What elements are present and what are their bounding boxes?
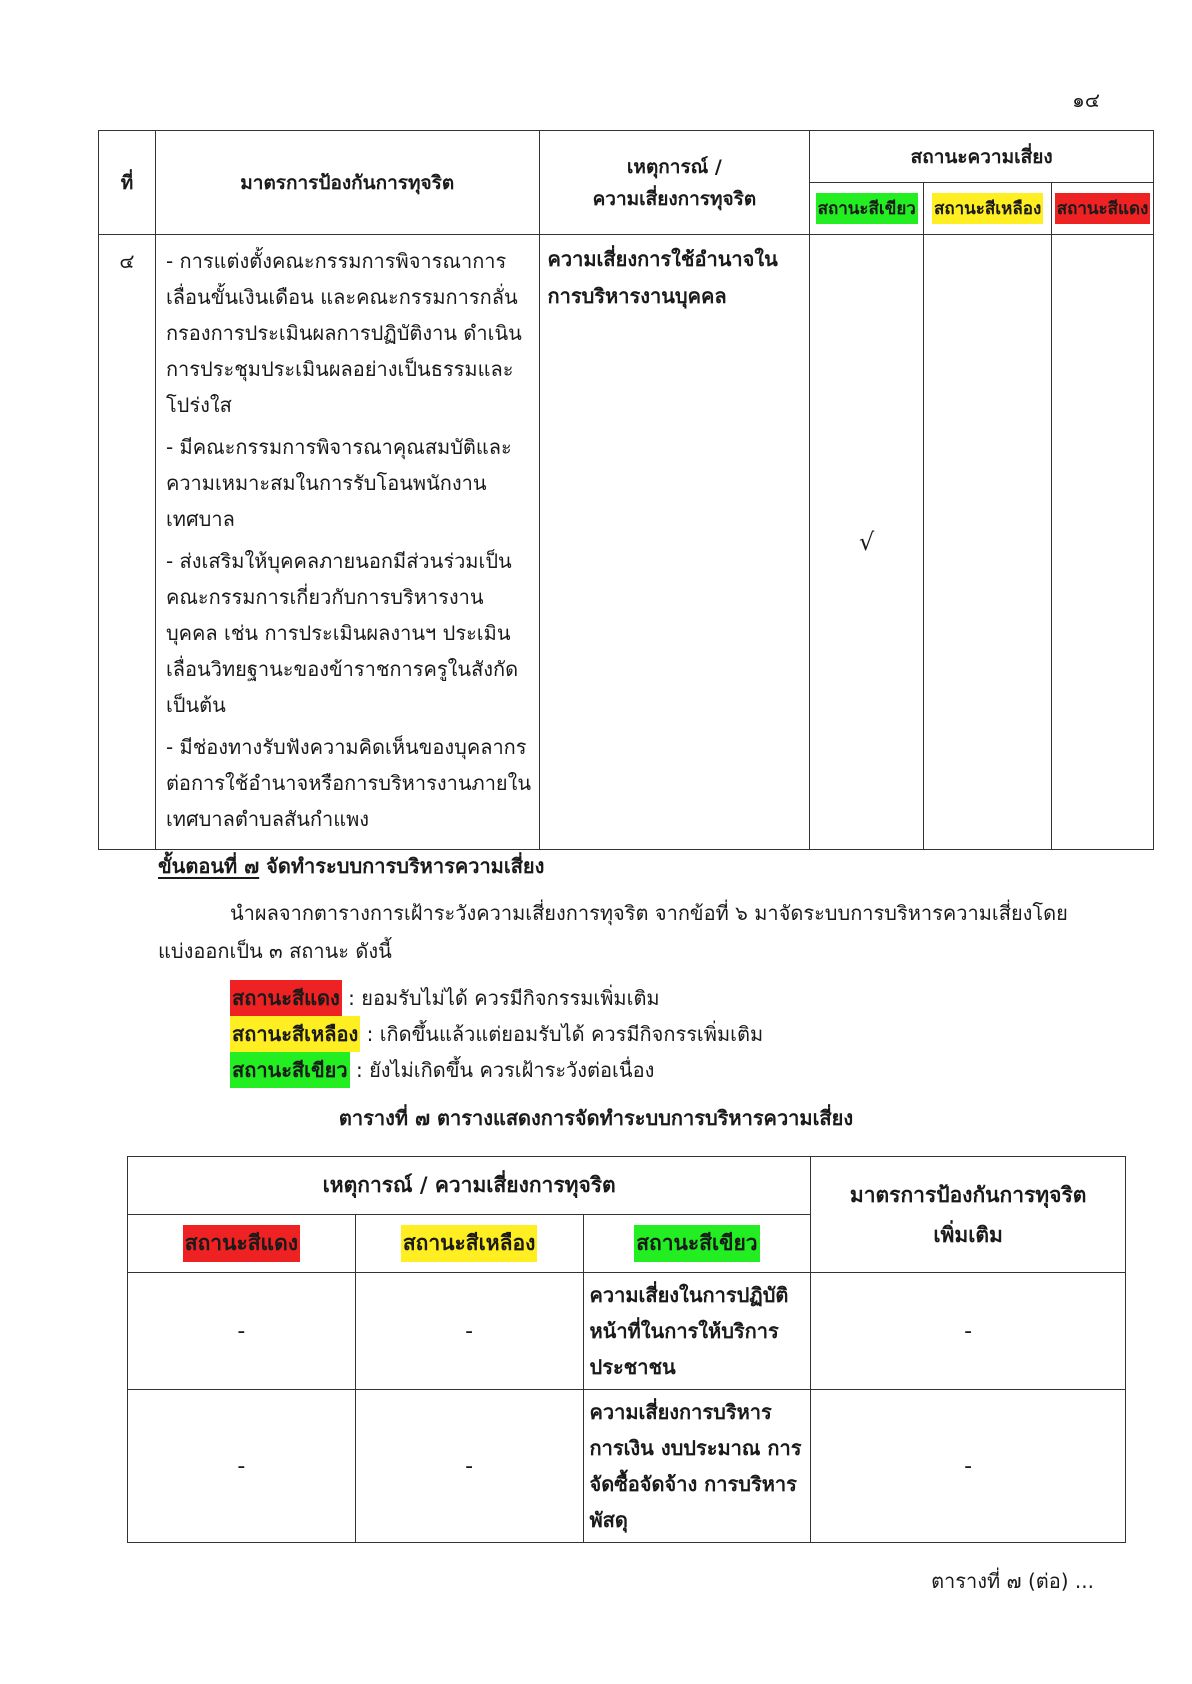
- header-status: สถานะความเสี่ยง: [810, 131, 1154, 183]
- header-no: ที่: [99, 131, 156, 235]
- risk-management-table: [127, 1156, 1126, 1543]
- page-number: ๑๔: [1072, 88, 1100, 112]
- header-event-line1: เหตุการณ์ /: [626, 155, 722, 178]
- event-cell: ความเสี่ยงการใช้อำนาจในการบริหารงานบุคคล: [539, 235, 810, 850]
- green-check-cell: √: [810, 235, 924, 850]
- yellow-cell: -: [355, 1273, 583, 1390]
- header-yellow-status: [355, 1215, 583, 1273]
- green-status-label: สถานะสีเขียว: [634, 1225, 759, 1262]
- legend-green-label: สถานะสีเขียว: [230, 1052, 350, 1088]
- header-event-risk: เหตุการณ์ / ความเสี่ยงการทุจริต: [128, 1157, 811, 1215]
- header-yellow: [924, 183, 1052, 235]
- header-green: [810, 183, 924, 235]
- measure-item: - การแต่งตั้งคณะกรรมการพิจารณาการเลื่อนขั้นเงินเดือน และคณะกรรมการกลั่นกรองการประเมินผลการปฏิบัติงาน ดำเนินการประชุมประเมินผลอย่างเป็นธรรมและโปร่งใส: [165, 249, 522, 417]
- step-title: จัดทำระบบการบริหารความเสี่ยง: [259, 854, 545, 878]
- yellow-status-label: สถานะสีเหลือง: [932, 193, 1043, 224]
- yellow-status-label: สถานะสีเหลือง: [401, 1225, 538, 1262]
- continuation-note: ตารางที่ ๗ (ต่อ) ...: [931, 1569, 1094, 1593]
- red-status-label: สถานะสีแดง: [183, 1225, 300, 1262]
- header-red-status: [128, 1215, 356, 1273]
- legend-yellow: [230, 1016, 763, 1052]
- legend-yellow-label: สถานะสีเหลือง: [230, 1016, 360, 1052]
- legend-green: [230, 1052, 654, 1088]
- green-cell: ความเสี่ยงในการปฏิบัติหน้าที่ในการให้บริการประชาชน: [583, 1273, 811, 1390]
- risk-status-table: [98, 130, 1154, 850]
- red-cell: -: [128, 1390, 356, 1543]
- header-event: [539, 131, 810, 235]
- header-event-line2: ความเสี่ยงการทุจริต: [592, 187, 757, 210]
- red-cell: -: [128, 1273, 356, 1390]
- step-heading: [158, 850, 544, 882]
- header-measure-line2: เพิ่มเติม: [933, 1222, 1003, 1247]
- step-paragraph: นำผลจากตารางการเฝ้าระวังความเสี่ยงการทุจริต จากข้อที่ ๖ มาจัดระบบการบริหารความเสี่ยงโดยแบ่งออกเป็น ๓ สถานะ ดังนี้: [158, 901, 1068, 963]
- legend-red: [230, 980, 660, 1016]
- table-row: [128, 1390, 1126, 1543]
- table-caption: ตารางที่ ๗ ตารางแสดงการจัดทำระบบการบริหารความเสี่ยง: [338, 1106, 854, 1130]
- green-cell: ความเสี่ยงการบริหารการเงิน งบประมาณ การจัดซื้อจัดจ้าง การบริหารพัสดุ: [583, 1390, 811, 1543]
- yellow-cell: -: [355, 1390, 583, 1543]
- green-status-label: สถานะสีเขียว: [816, 193, 918, 224]
- header-red: [1052, 183, 1154, 235]
- legend-yellow-text: : เกิดขึ้นแล้วแต่ยอมรับได้ ควรมีกิจกรรเพิ่มเติม: [360, 1022, 764, 1046]
- header-green-status: [583, 1215, 811, 1273]
- measure-cell: -: [811, 1273, 1126, 1390]
- header-measure-line1: มาตรการป้องกันการทุจริต: [849, 1182, 1087, 1207]
- yellow-check-cell: [924, 235, 1052, 850]
- red-status-label: สถานะสีแดง: [1055, 193, 1151, 224]
- table-row: [128, 1273, 1126, 1390]
- measure-cell: -: [811, 1390, 1126, 1543]
- step-number: ขั้นตอนที่ ๗: [158, 854, 260, 878]
- legend-red-text: : ยอมรับไม่ได้ ควรมีกิจกรรมเพิ่มเติม: [341, 986, 660, 1010]
- red-check-cell: [1052, 235, 1154, 850]
- measure-item: - มีคณะกรรมการพิจารณาคุณสมบัติและความเหมาะสมในการรับโอนพนักงานเทศบาล: [165, 435, 512, 531]
- measure-item: - มีช่องทางรับฟังความคิดเห็นของบุคลากรต่อการใช้อำนาจหรือการบริหารงานภายในเทศบาลตำบลสันกำแพง: [165, 735, 532, 831]
- legend-red-label: สถานะสีแดง: [230, 980, 342, 1016]
- row-number: ๔: [99, 235, 156, 850]
- header-additional-measure: [811, 1157, 1126, 1273]
- header-measure: มาตรการป้องกันการทุจริต: [155, 131, 539, 235]
- legend-green-text: : ยังไม่เกิดขึ้น ควรเฝ้าระวังต่อเนื่อง: [349, 1058, 655, 1082]
- measures-cell: [155, 235, 539, 850]
- measure-item: - ส่งเสริมให้บุคคลภายนอกมีส่วนร่วมเป็นคณะกรรมการเกี่ยวกับการบริหารงานบุคคล เช่น การประเมินผลงานฯ ประเมินเลื่อนวิทยฐานะของข้าราชการครูในสังกัด เป็นต้น: [165, 549, 519, 717]
